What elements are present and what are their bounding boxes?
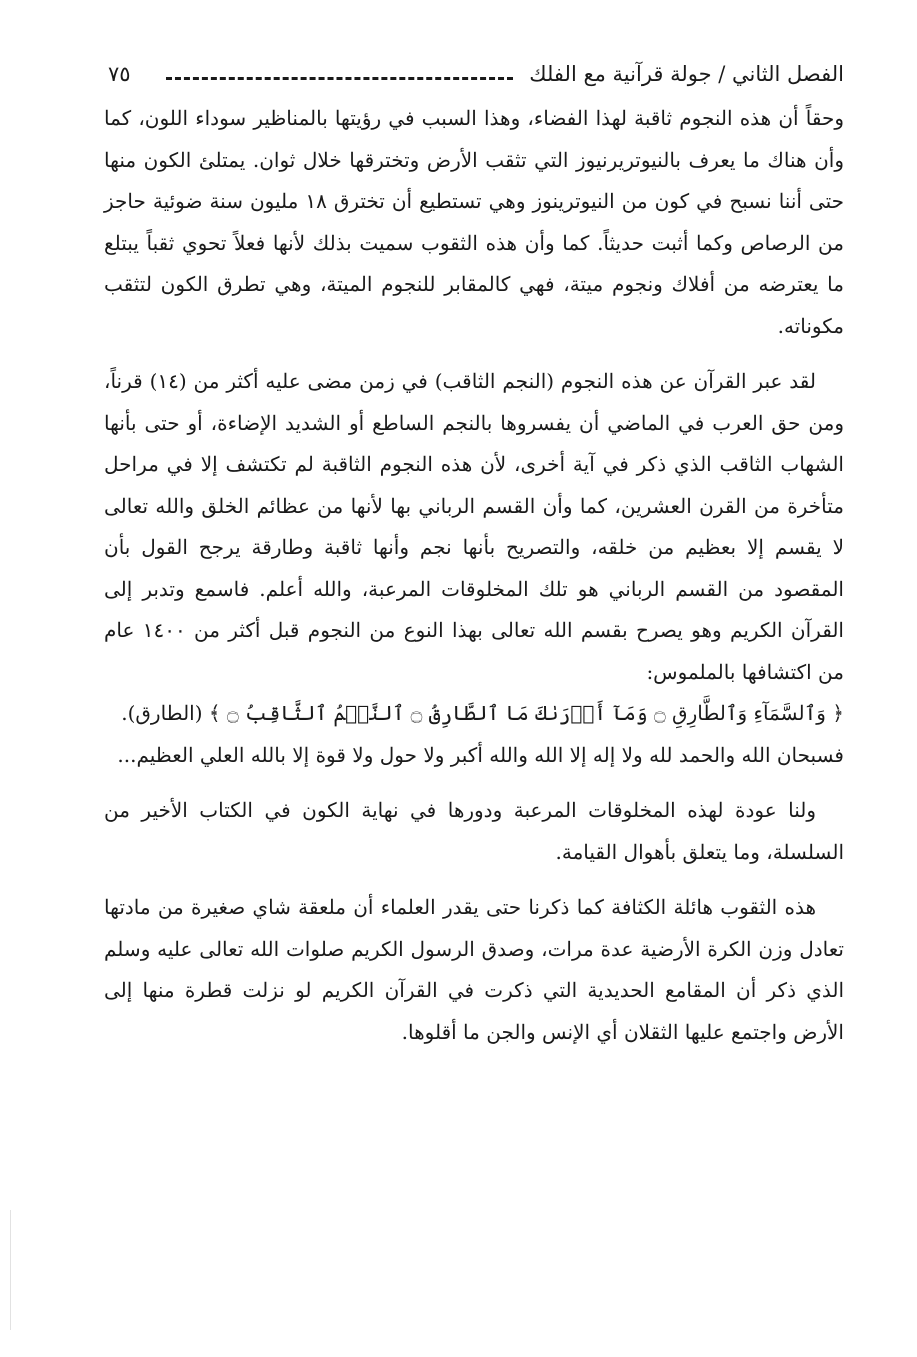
- quran-verse-line: [104, 693, 844, 735]
- paragraph-series-note: ولنا عودة لهذه المخلوقات المرعبة ودورها في نهاية الكون في الكتاب الأخير من السلسلة، وما يتعلق بأهوال القيامة.: [104, 798, 844, 864]
- paragraph-black-holes-intro: وحقاً أن هذه النجوم ثاقبة لهذا الفضاء، وهذا السبب في رؤيتها بالمناظير سوداء اللون، كما وأن هناك ما يعرف بالنيوتريرنيوز التي تثقب الأرض وتخترقها خلال ثوان. يمتلئ الكون منها حتى أننا نسبح في كون من النيوترينوز وهي تستطيع أن تخترق ١٨ مليون سنة ضوئية حاجز من الرصاص وكما أثبت حديثاً. كما وأن هذه الثقوب سميت بذلك لأنها فعلاً تحوي ثقباً يبتلع ما يعترضه من أفلاك ونجوم ميتة، فهي كالمقابر للنجوم الميتة، وهي تطرق الكون لتثقب مكوناته.: [104, 106, 844, 338]
- quran-verse: ﴿ وَٱلسَّمَآءِ وَٱلطَّارِقِ ۝ وَمَآ أَدۡرَىٰكَ مَا ٱلطَّارِقُ ۝ ٱلنَّجۡمُ ٱلثَّاقِبُ ۝ ﴾: [208, 701, 844, 725]
- page-number: ٧٥: [108, 62, 131, 86]
- paragraph-quran-reference: لقد عبر القرآن عن هذه النجوم (النجم الثاقب) في زمن مضى عليه أكثر من (١٤) قرناً، ومن حق العرب في الماضي أن يفسروها بالنجم الساطع أو الشديد الإضاءة، أو حتى بأنها الشهاب الثاقب الذي ذكر في آية أخرى، لأن هذه النجوم الثاقبة لم تكتشف إلا في مراحل متأخرة من القرن العشرين، كما وأن القسم الرباني بها لأنها من عظائم الخلق والله تعالى لا يقسم إلا بعظيم من خلقه، والتصريح بأنها نجم وأنها ثاقبة وطارقة يرجح القول بأن المقصود من القسم الرباني هو تلك المخلوقات المرعبة، والله أعلم. فاسمع وتدبر إلى القرآن الكريم وهو يصرح بقسم الله تعالى بهذا النوع من النجوم قبل أكثر من ١٤٠٠ عام من اكتشافها بالملموس:: [104, 369, 844, 684]
- running-header: [108, 54, 844, 94]
- chapter-title: الفصل الثاني / جولة قرآنية مع الفلك: [529, 62, 844, 86]
- header-dashed-rule: [166, 77, 513, 80]
- paragraph-density: هذه الثقوب هائلة الكثافة كما ذكرنا حتى يقدر العلماء أن ملعقة شاي صغيرة من مادتها تعادل وزن الكرة الأرضية عدة مرات، وصدق الرسول الكريم صلوات الله تعالى عليه وسلم الذي ذكر أن المقامع الحديدية التي ذكرت في القرآن الكريم لو نزلت قطرة منها إلى الأرض واجتمع عليها الثقلان أي الإنس والجن ما أقلوها.: [104, 895, 844, 1044]
- scan-edge-mark: [10, 1210, 12, 1330]
- paragraph-praise: فسبحان الله والحمد لله ولا إله إلا الله والله أكبر ولا حول ولا قوة إلا بالله العلي العظيم...: [117, 742, 844, 767]
- surah-reference: (الطارق).: [121, 701, 203, 725]
- body-text: [104, 98, 844, 1067]
